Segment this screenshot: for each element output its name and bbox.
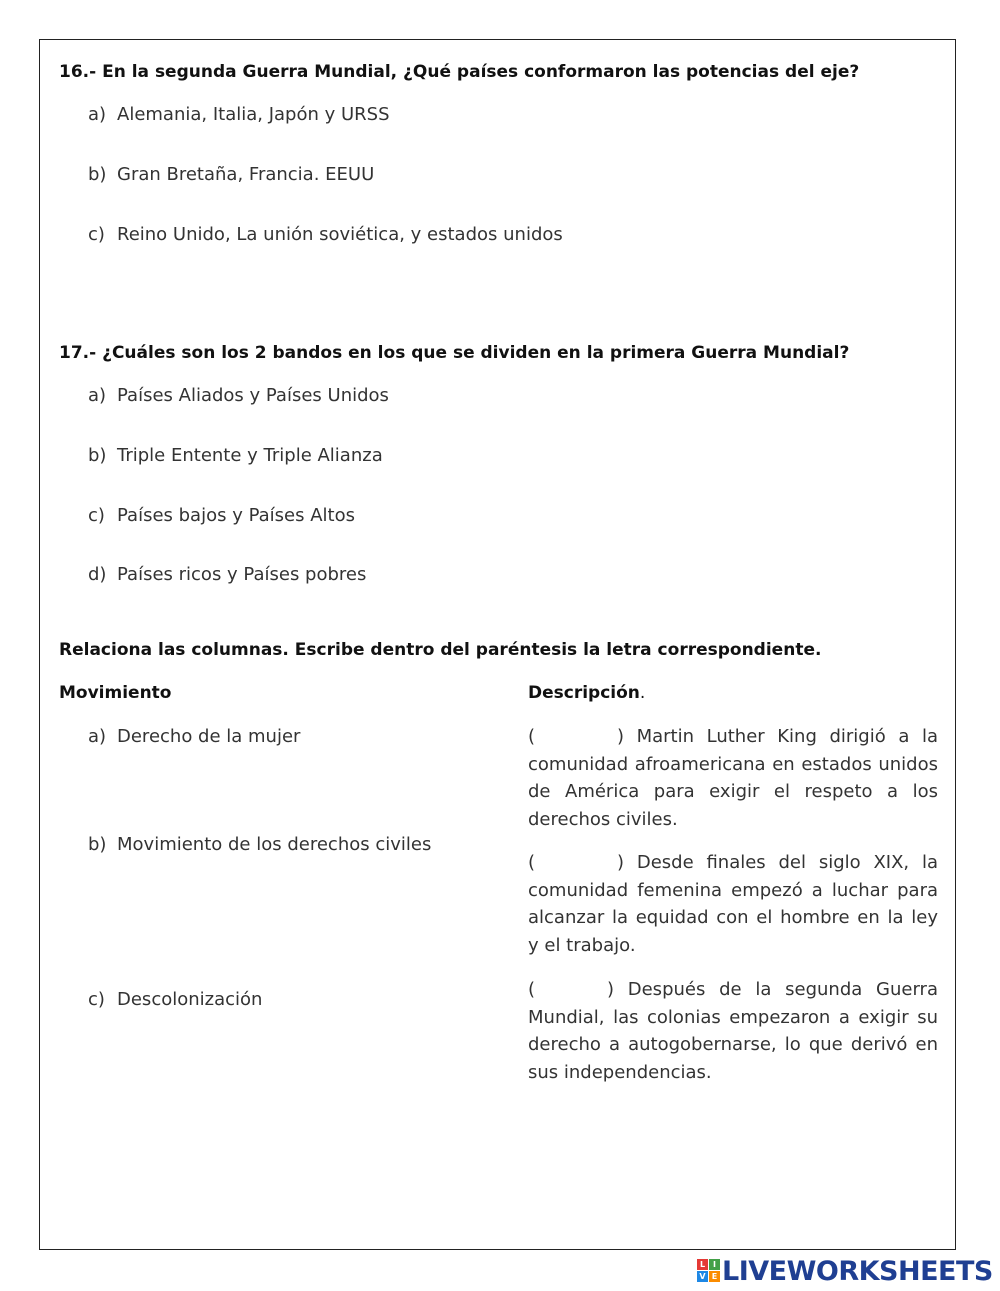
- paren-open: (: [528, 979, 536, 1000]
- logo-block-e: E: [709, 1271, 720, 1282]
- paren-close: ): [616, 852, 624, 873]
- option-letter: d): [88, 564, 107, 585]
- option-letter: a): [88, 726, 107, 747]
- description-text: Martin Luther King dirigió a la comunidad afroamericana en estados unidos de América para exigir el respeto a los derechos civiles.: [528, 726, 938, 830]
- option-text: Movimiento de los derechos civiles: [117, 834, 432, 855]
- paren-close: ): [616, 726, 624, 747]
- logo-text: LIVEWORKSHEETS: [722, 1256, 993, 1287]
- option-letter: c): [88, 505, 105, 526]
- logo-block-l: L: [697, 1259, 708, 1270]
- movement-item-b: [88, 834, 431, 855]
- matching-instruction: Relaciona las columnas. Escribe dentro del paréntesis la letra correspondiente.: [59, 640, 822, 660]
- q17-option-b[interactable]: [88, 445, 383, 466]
- option-letter: b): [88, 164, 107, 185]
- option-text: Alemania, Italia, Japón y URSS: [117, 104, 390, 125]
- option-letter: b): [88, 445, 107, 466]
- answer-blank[interactable]: [528, 976, 614, 1004]
- logo-blocks-icon: [697, 1259, 721, 1283]
- q16-option-b[interactable]: [88, 164, 374, 185]
- description-header-label: Descripción: [528, 683, 640, 703]
- option-letter: c): [88, 224, 105, 245]
- description-item-1: [528, 723, 938, 833]
- option-text: Países ricos y Países pobres: [117, 564, 367, 585]
- answer-blank[interactable]: [528, 723, 624, 751]
- option-text: Gran Bretaña, Francia. EEUU: [117, 164, 375, 185]
- movement-item-a: [88, 726, 300, 747]
- paren-open: (: [528, 852, 536, 873]
- description-text: Después de la segunda Guerra Mundial, las colonias empezaron a exigir su derecho a autogobernarse, lo que derivó en sus independencias.: [528, 979, 938, 1083]
- description-column-header: [528, 683, 645, 703]
- paren-close: ): [606, 979, 614, 1000]
- option-text: Países bajos y Países Altos: [117, 505, 355, 526]
- movement-column-header: Movimiento: [59, 683, 172, 703]
- option-text: Derecho de la mujer: [117, 726, 301, 747]
- answer-blank[interactable]: [528, 849, 624, 877]
- logo-block-v: V: [697, 1271, 708, 1282]
- q17-option-d[interactable]: [88, 564, 366, 585]
- description-item-3: [528, 976, 938, 1086]
- movement-item-c: [88, 989, 262, 1010]
- option-letter: b): [88, 834, 107, 855]
- question-16: 16.- En la segunda Guerra Mundial, ¿Qué países conformaron las potencias del eje?: [59, 62, 860, 82]
- logo-block-i: I: [709, 1259, 720, 1270]
- q16-option-a[interactable]: [88, 104, 390, 125]
- paren-open: (: [528, 726, 536, 747]
- option-letter: a): [88, 385, 107, 406]
- option-letter: c): [88, 989, 105, 1010]
- option-text: Triple Entente y Triple Alianza: [117, 445, 383, 466]
- question-17: 17.- ¿Cuáles son los 2 bandos en los que se dividen en la primera Guerra Mundial?: [59, 343, 850, 363]
- description-header-period: .: [639, 683, 646, 703]
- option-text: Descolonización: [117, 989, 263, 1010]
- description-item-2: [528, 849, 938, 959]
- description-text: Desde finales del siglo XIX, la comunidad femenina empezó a luchar para alcanzar la equidad con el hombre en la ley y el trabajo.: [528, 852, 938, 956]
- option-letter: a): [88, 104, 107, 125]
- option-text: Reino Unido, La unión soviética, y estados unidos: [117, 224, 563, 245]
- q16-option-c[interactable]: [88, 224, 563, 245]
- q17-option-a[interactable]: [88, 385, 389, 406]
- q17-option-c[interactable]: [88, 505, 355, 526]
- option-text: Países Aliados y Países Unidos: [117, 385, 389, 406]
